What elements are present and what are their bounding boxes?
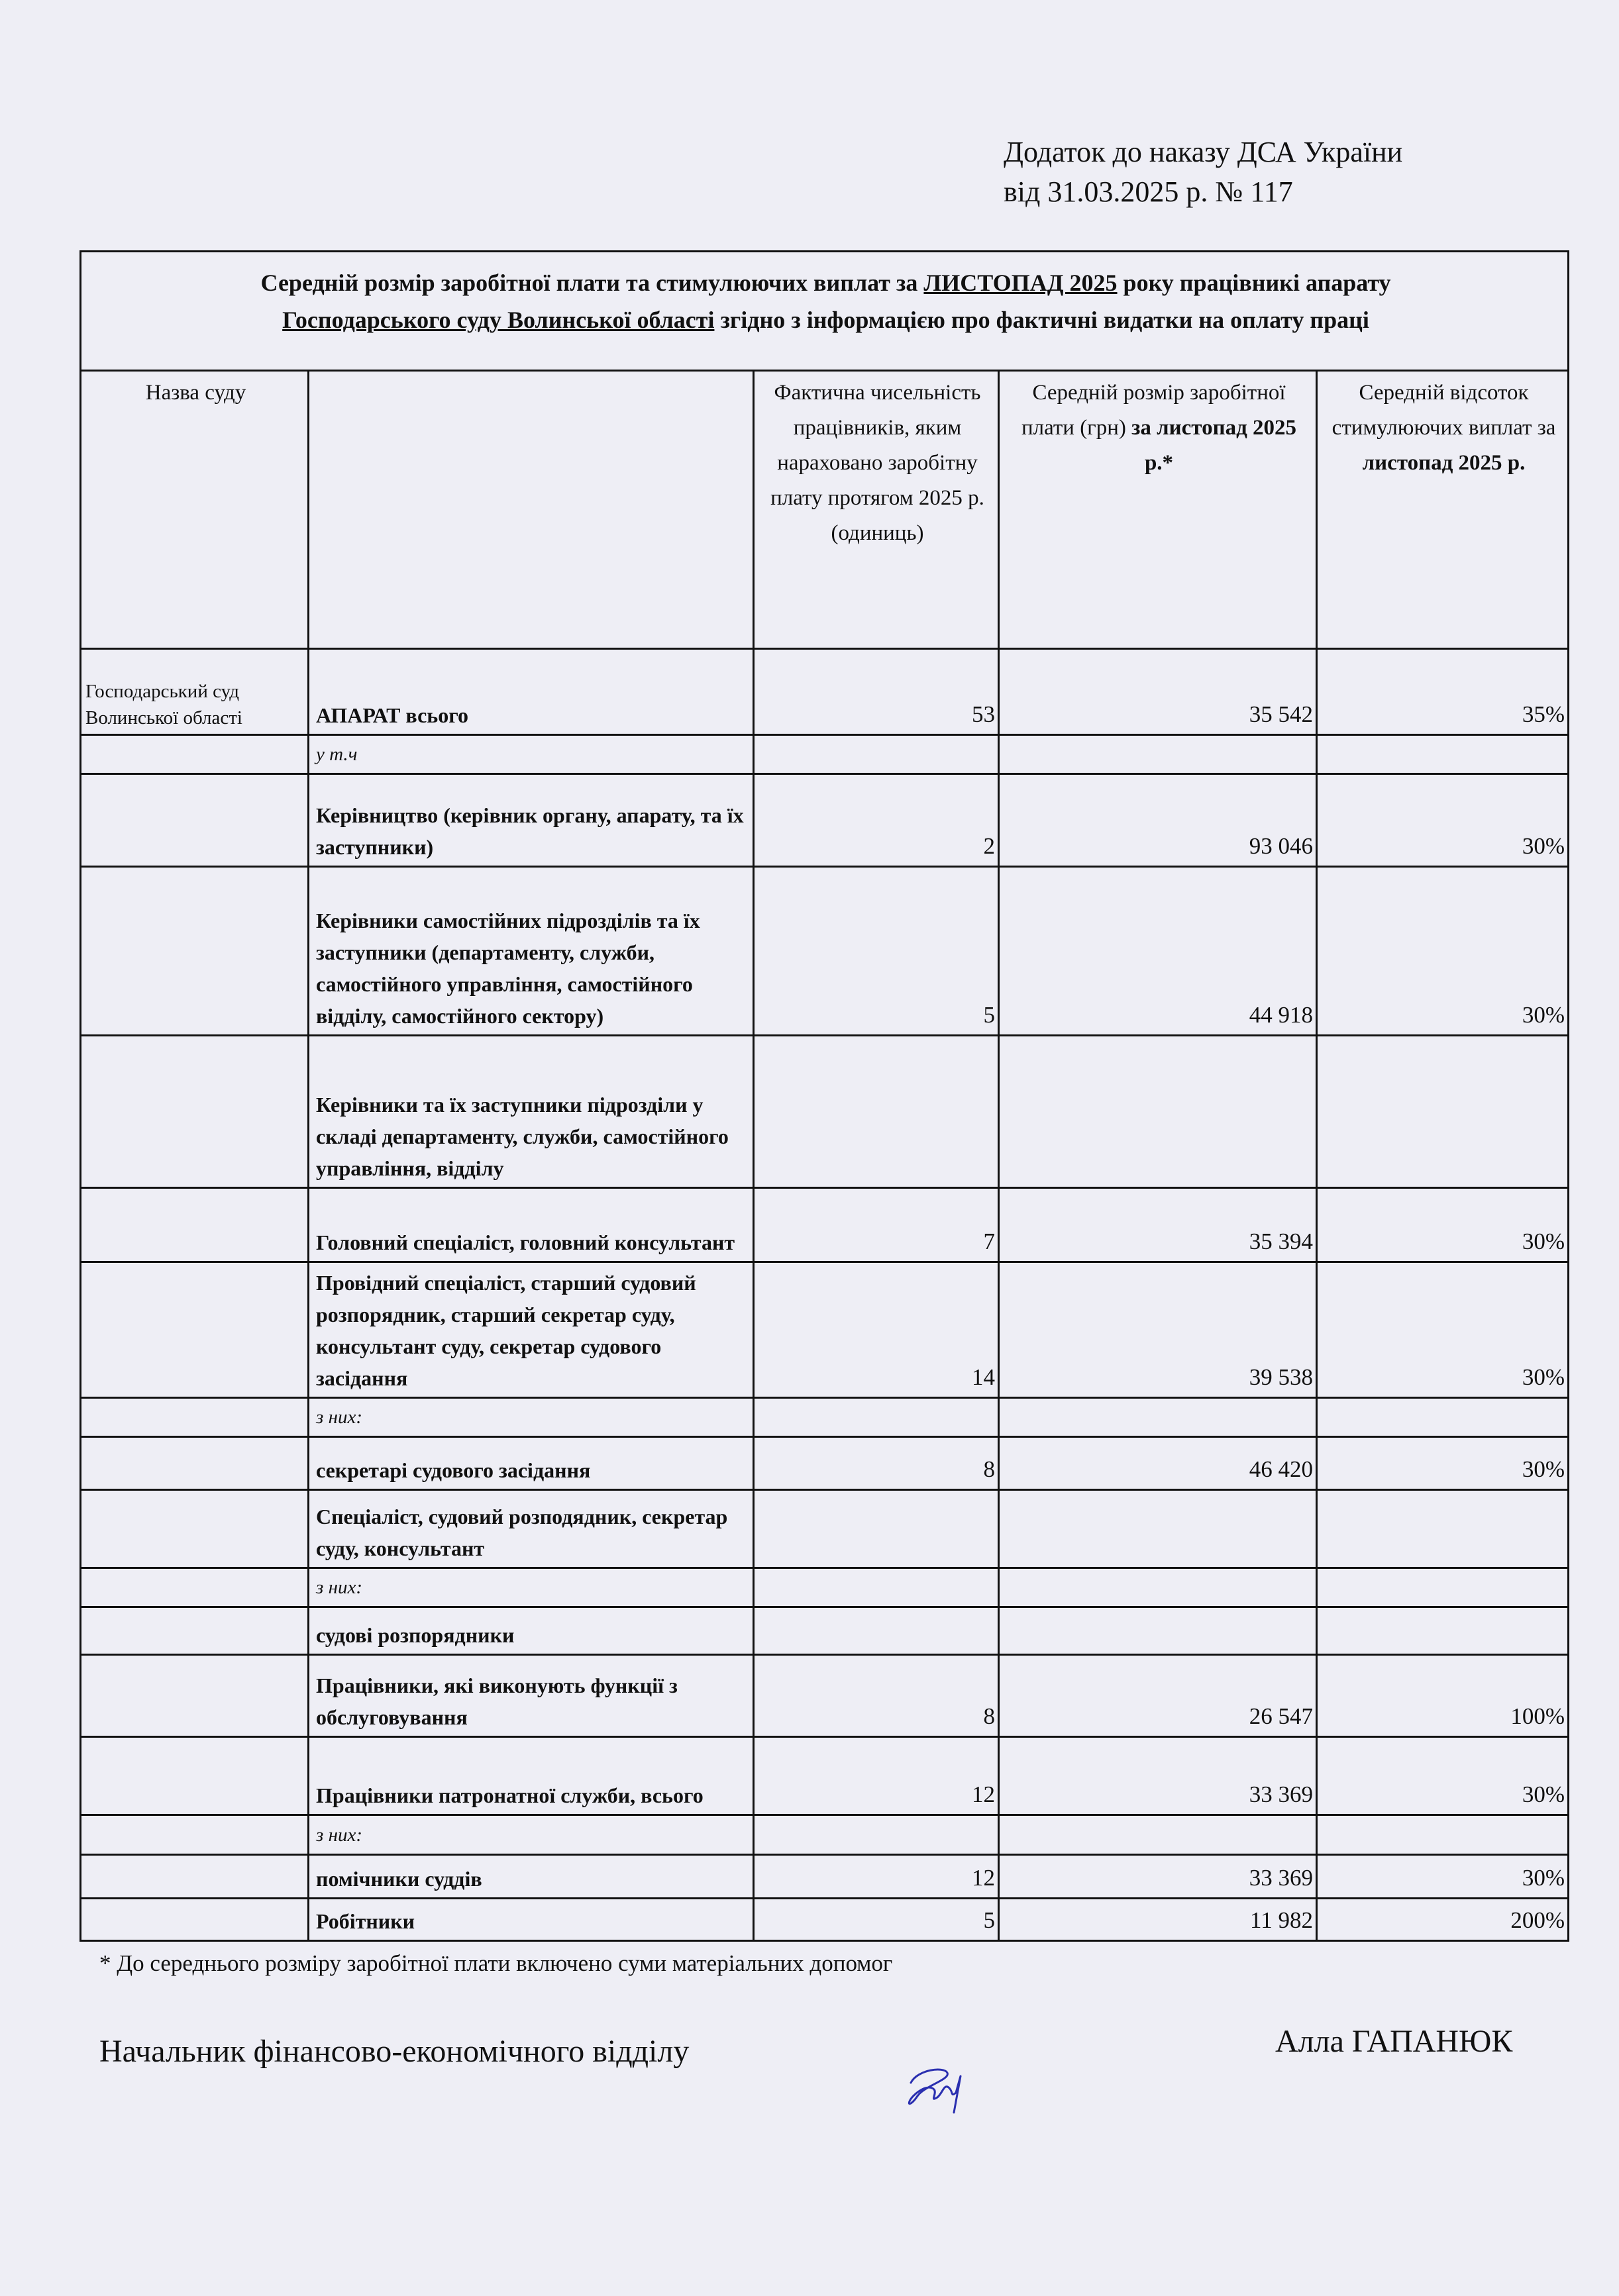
category-cell: Керівництво (керівник органу, апарату, та їх заступники)	[309, 774, 754, 867]
category-cell: Керівники та їх заступники підрозділи у складі департаменту, служби, самостійного управління, відділу	[309, 1036, 754, 1188]
avg-salary-cell: 33 369	[999, 1855, 1317, 1899]
court-cell	[81, 1607, 309, 1655]
footnote: * До середнього розміру заробітної плати включено суми матеріальних допомог	[99, 1950, 893, 1976]
avg-salary-cell: 33 369	[999, 1737, 1317, 1815]
court-cell	[81, 1398, 309, 1437]
table-row	[81, 1855, 1569, 1899]
annex-reference	[1004, 132, 1402, 212]
table-row	[81, 1490, 1569, 1568]
header-avg-bonus: Середній відсоток стимулюючих виплат за листопад 2025 р.	[1317, 371, 1569, 649]
table-row	[81, 1568, 1569, 1607]
avg-salary-cell: 35 394	[999, 1188, 1317, 1262]
avg-salary-cell: 93 046	[999, 774, 1317, 867]
court-cell	[81, 1262, 309, 1398]
table-row	[81, 1655, 1569, 1737]
table-row	[81, 1188, 1569, 1262]
headcount-cell	[754, 1036, 999, 1188]
bonus-pct-cell	[1317, 1490, 1569, 1568]
category-cell: Працівники, які виконують функції з обслуговування	[309, 1655, 754, 1737]
header-headcount: Фактична чисельність працівників, яким нараховано заробітну плату протягом 2025 р. (одиниць)	[754, 371, 999, 649]
header-row	[81, 371, 1569, 649]
court-cell: Господарський суд Волинської області	[81, 649, 309, 735]
headcount-cell	[754, 735, 999, 774]
avg-salary-cell: 11 982	[999, 1899, 1317, 1941]
category-cell: з них:	[309, 1568, 754, 1607]
avg-salary-cell: 46 420	[999, 1437, 1317, 1490]
headcount-cell: 14	[754, 1262, 999, 1398]
salary-table	[79, 250, 1569, 1942]
headcount-cell: 12	[754, 1855, 999, 1899]
header-avg-salary: Середній розмір заробітної плати (грн) за листопад 2025 р.*	[999, 371, 1317, 649]
court-cell	[81, 735, 309, 774]
table-row	[81, 774, 1569, 867]
salary-report-sheet	[79, 250, 1567, 1942]
table-row	[81, 1437, 1569, 1490]
avg-salary-cell	[999, 1607, 1317, 1655]
avg-salary-cell	[999, 1815, 1317, 1855]
category-cell: АПАРАТ всього	[309, 649, 754, 735]
table-row	[81, 867, 1569, 1036]
bonus-pct-cell	[1317, 1815, 1569, 1855]
signer-name: Алла ГАПАНЮК	[1275, 2024, 1513, 2059]
category-cell: Робітники	[309, 1899, 754, 1941]
headcount-cell: 2	[754, 774, 999, 867]
headcount-cell: 8	[754, 1655, 999, 1737]
category-cell: помічники суддів	[309, 1855, 754, 1899]
bonus-pct-cell: 30%	[1317, 1437, 1569, 1490]
court-cell	[81, 774, 309, 867]
avg-salary-cell	[999, 1036, 1317, 1188]
avg-salary-cell: 39 538	[999, 1262, 1317, 1398]
court-cell	[81, 1188, 309, 1262]
bonus-pct-cell: 35%	[1317, 649, 1569, 735]
headcount-cell: 5	[754, 867, 999, 1036]
court-cell	[81, 1036, 309, 1188]
report-month: ЛИСТОПАД 2025	[923, 270, 1118, 296]
headcount-cell: 7	[754, 1188, 999, 1262]
court-name-title: Господарського суду Волинської області	[282, 307, 715, 333]
bonus-pct-cell: 30%	[1317, 774, 1569, 867]
avg-salary-cell: 26 547	[999, 1655, 1317, 1737]
court-cell	[81, 1437, 309, 1490]
table-row	[81, 1036, 1569, 1188]
headcount-cell	[754, 1398, 999, 1437]
signer-position: Начальник фінансово-економічного відділу	[99, 2034, 690, 2069]
court-cell	[81, 867, 309, 1036]
report-title: Середній розмір заробітної плати та стимулюючих виплат за ЛИСТОПАД 2025 року працівникі апарату Господарського суду Волинської області згідно з інформацією про фактичні видатки на оплату праці	[81, 252, 1569, 371]
headcount-cell	[754, 1607, 999, 1655]
category-cell: секретарі судового засідання	[309, 1437, 754, 1490]
court-cell	[81, 1815, 309, 1855]
court-cell	[81, 1899, 309, 1941]
bonus-pct-cell: 30%	[1317, 1855, 1569, 1899]
table-row	[81, 649, 1569, 735]
avg-salary-cell	[999, 1490, 1317, 1568]
category-cell: Спеціаліст, судовий розподядник, секретар суду, консультант	[309, 1490, 754, 1568]
annex-line-1: Додаток до наказу ДСА України	[1004, 136, 1403, 168]
title-row	[81, 252, 1569, 371]
bonus-pct-cell	[1317, 1036, 1569, 1188]
annex-line-2: від 31.03.2025 р. № 117	[1004, 175, 1293, 208]
avg-salary-cell	[999, 735, 1317, 774]
avg-salary-cell	[999, 1398, 1317, 1437]
bonus-pct-cell	[1317, 1398, 1569, 1437]
bonus-pct-cell: 100%	[1317, 1655, 1569, 1737]
headcount-cell	[754, 1568, 999, 1607]
handwritten-signature-icon	[898, 2056, 984, 2116]
header-court-name: Назва суду	[81, 371, 309, 649]
bonus-pct-cell: 200%	[1317, 1899, 1569, 1941]
category-cell: Керівники самостійних підрозділів та їх заступники (департаменту, служби, самостійного управління, самостійного відділу, самостійного сектору)	[309, 867, 754, 1036]
table-row	[81, 1737, 1569, 1815]
category-cell: Головний спеціаліст, головний консультант	[309, 1188, 754, 1262]
avg-salary-cell: 44 918	[999, 867, 1317, 1036]
category-cell: судові розпорядники	[309, 1607, 754, 1655]
bonus-pct-cell: 30%	[1317, 1262, 1569, 1398]
category-cell: у т.ч	[309, 735, 754, 774]
bonus-pct-cell: 30%	[1317, 1188, 1569, 1262]
court-cell	[81, 1568, 309, 1607]
table-row	[81, 1815, 1569, 1855]
headcount-cell: 12	[754, 1737, 999, 1815]
table-row	[81, 1899, 1569, 1941]
bonus-pct-cell	[1317, 1607, 1569, 1655]
bonus-pct-cell: 30%	[1317, 867, 1569, 1036]
avg-salary-cell: 35 542	[999, 649, 1317, 735]
court-cell	[81, 1855, 309, 1899]
avg-salary-cell	[999, 1568, 1317, 1607]
bonus-pct-cell	[1317, 735, 1569, 774]
headcount-cell	[754, 1815, 999, 1855]
headcount-cell: 5	[754, 1899, 999, 1941]
court-cell	[81, 1655, 309, 1737]
table-row	[81, 735, 1569, 774]
category-cell: з них:	[309, 1815, 754, 1855]
court-cell	[81, 1490, 309, 1568]
table-row	[81, 1398, 1569, 1437]
table-row	[81, 1607, 1569, 1655]
header-category	[309, 371, 754, 649]
court-cell	[81, 1737, 309, 1815]
table-row	[81, 1262, 1569, 1398]
headcount-cell	[754, 1490, 999, 1568]
headcount-cell: 8	[754, 1437, 999, 1490]
category-cell: Провідний спеціаліст, старший судовий розпорядник, старший секретар суду, консультант суду, секретар судового засідання	[309, 1262, 754, 1398]
bonus-pct-cell: 30%	[1317, 1737, 1569, 1815]
bonus-pct-cell	[1317, 1568, 1569, 1607]
headcount-cell: 53	[754, 649, 999, 735]
category-cell: з них:	[309, 1398, 754, 1437]
category-cell: Працівники патронатної служби, всього	[309, 1737, 754, 1815]
